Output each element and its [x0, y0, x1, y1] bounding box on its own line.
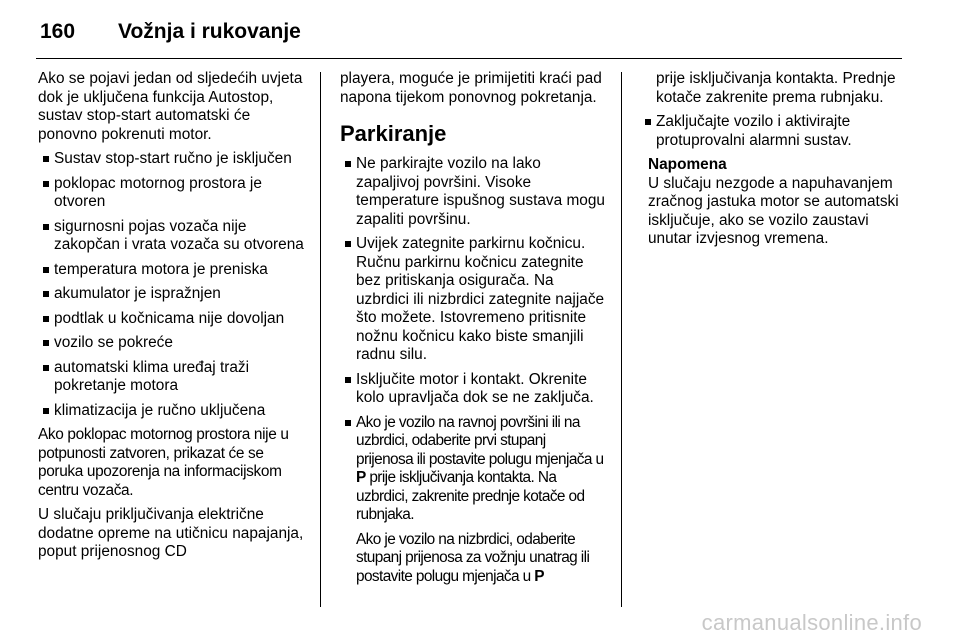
header-rule	[36, 58, 902, 59]
column-1	[38, 70, 306, 568]
list-item	[340, 414, 606, 587]
gear-p-label: P	[356, 469, 366, 486]
list-item: vozilo se pokreće	[38, 334, 306, 353]
list-item: sigurnosni pojas vozača nije zakopčan i vrata vozača su otvorena	[38, 218, 306, 255]
list-item-subparagraph: Ako je vozilo na nizbrdici, odaberite stupanj prijenosa za vožnju unatrag ili postavite polugu mjenjača u P	[356, 530, 590, 585]
list-item: Sustav stop-start ručno je isključen	[38, 150, 306, 169]
page-title: Vožnja i rukovanje	[118, 20, 301, 43]
list-item: Uvijek zategnite parkirnu kočnicu. Ručnu parkirnu kočnicu zategnite bez pritiskanja osigurača. Na uzbrdici ili nizbrdici zategnite najjače što možete. Istovremeno pritisnite nožnu kočnicu kako biste smanjili radnu silu.	[340, 235, 606, 365]
list-item: Ne parkirajte vozilo na lako zapaljivoj površini. Visoke temperature ispušnog sustava mogu zapaliti površinu.	[340, 155, 606, 229]
continued-paragraph: playera, moguće je primijetiti kraći pad napona tijekom ponovnog pokretanja.	[340, 70, 602, 106]
note-title: Napomena	[648, 156, 727, 173]
page-number: 160	[40, 20, 76, 43]
list-item: temperatura motora je preniska	[38, 261, 306, 280]
continued-paragraph: prije isključivanja kontakta. Prednje kotače zakrenite prema rubnjaku.	[656, 70, 896, 106]
note-text: U slučaju nezgode a napuhavanjem zračnog jastuka motor se automatski isključuje, ako se vozilo zaustavi unutar izvjesnog vremena.	[648, 174, 899, 247]
list-item: Isključite motor i kontakt. Okrenite kolo upravljača dok se ne zaključa.	[340, 371, 606, 408]
hood-warning-paragraph: Ako poklopac motornog prostora nije u potpunosti zatvoren, prikazat će se poruka upozorenja na informacijskom centru vozača.	[38, 426, 289, 499]
note-box	[640, 156, 902, 249]
list-item: akumulator je ispražnjen	[38, 285, 306, 304]
accessory-paragraph: U slučaju priključivanja električne dodatne opreme na utičnicu napajanja, poput prijenosnog CD	[38, 506, 304, 560]
list-item-text: prije isključivanja kontakta. Na uzbrdici, zakrenite prednje kotače od rubnjaka.	[356, 469, 585, 523]
list-item: automatski klima uređaj traži pokretanje motora	[38, 359, 306, 396]
page-header	[0, 0, 960, 60]
column-3	[640, 70, 902, 249]
column-divider-1	[320, 72, 321, 607]
list-item: Zaključajte vozilo i aktivirajte protuprovalni alarmni sustav.	[640, 113, 902, 150]
list-item-text: Ako je vozilo na ravnoj površini ili na uzbrdici, odaberite prvi stupanj prijenosa ili postavite polugu mjenjača u	[356, 413, 604, 468]
intro-paragraph: Ako se pojavi jedan od sljedećih uvjeta dok je uključena funkcija Autostop, sustav stop-start automatski će ponovno pokrenuti motor.	[38, 70, 303, 143]
list-item: podtlak u kočnicama nije dovoljan	[38, 310, 306, 329]
condition-list	[38, 150, 306, 420]
column-2	[340, 70, 606, 592]
gear-p-label: P	[534, 567, 544, 585]
watermark: carmanualsonline.info	[701, 610, 922, 635]
section-heading-parking: Parkiranje	[340, 121, 447, 146]
list-item: poklopac motornog prostora je otvoren	[38, 175, 306, 212]
final-list	[640, 113, 902, 150]
parking-list	[340, 155, 606, 586]
list-item: klimatizacija je ručno uključena	[38, 402, 306, 421]
column-divider-2	[621, 72, 622, 607]
